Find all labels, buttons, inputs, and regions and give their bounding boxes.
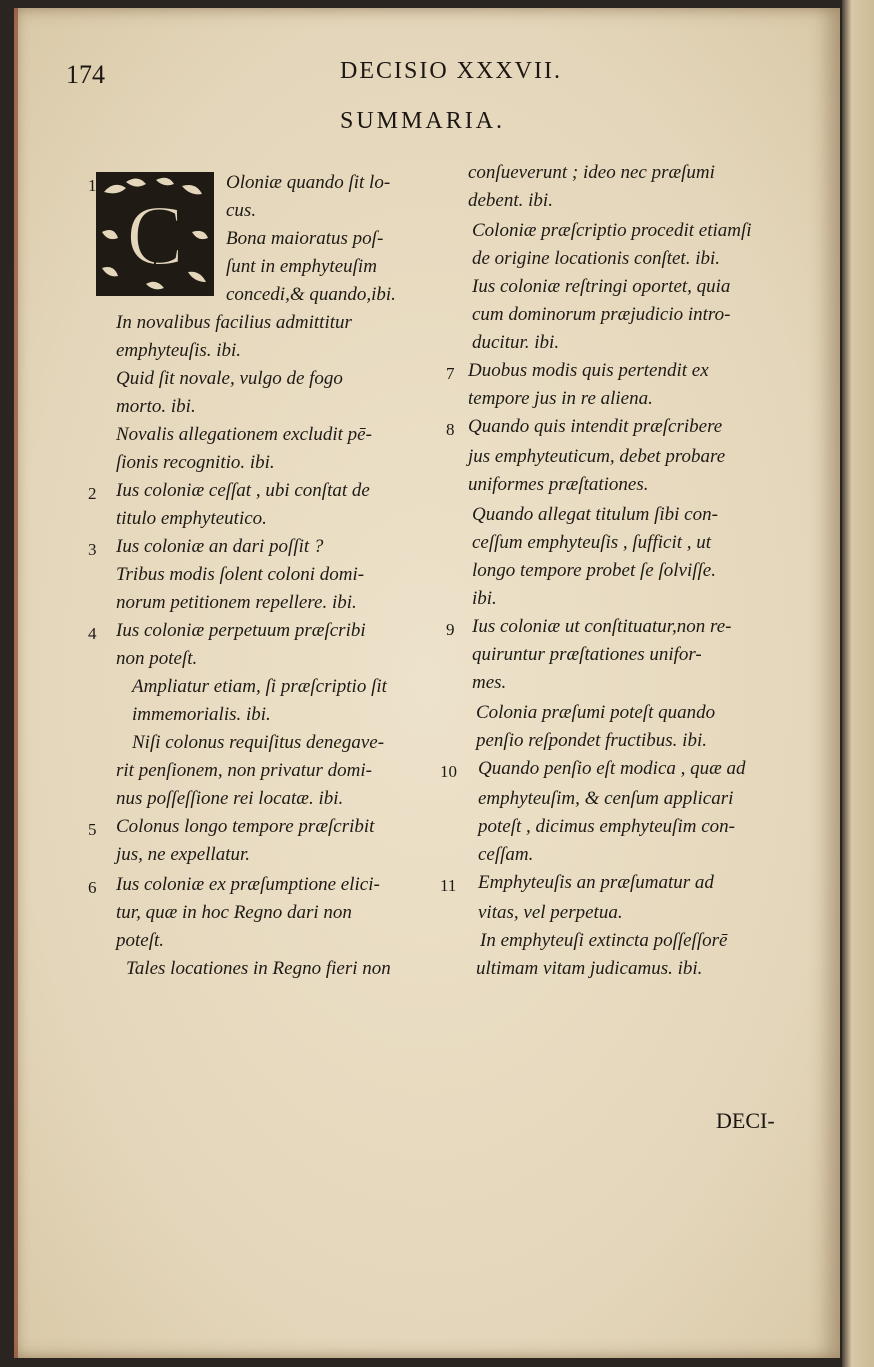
left-summary-line: ſunt in emphyteuſim: [226, 256, 377, 277]
left-summary-line: Tales locationes in Regno fieri non: [126, 958, 391, 979]
left-summary-line: ſionis recognitio. ibi.: [116, 452, 275, 473]
right-summary-line: poteſt , dicimus emphyteuſim con-: [478, 816, 735, 837]
left-summary-entry-number: 2: [88, 484, 97, 503]
right-summary-entry-number: 11: [440, 876, 457, 895]
right-summary-line: conſueverunt ; ideo nec præſumi: [468, 162, 715, 183]
right-summary-line: cum dominorum præjudicio intro-: [472, 304, 731, 325]
right-summary-line: Ius coloniæ ut conſtituatur,non re-: [472, 616, 732, 637]
left-summary-entry-number: 1: [88, 176, 97, 195]
right-summary-line: mes.: [472, 672, 507, 693]
left-summary-line: Niſi colonus requiſitus denegave-: [132, 732, 385, 753]
left-summary-line: Novalis allegationem excludit pē-: [116, 424, 372, 445]
left-summary-line: Quid ſit novale, vulgo de fogo: [116, 368, 343, 389]
left-summary-line: Colonus longo tempore præſcribit: [116, 816, 375, 837]
left-summary-line: nus poſſeſſione rei locatæ. ibi.: [116, 788, 344, 809]
right-summary-line: vitas, vel perpetua.: [478, 902, 623, 923]
page-number: 174: [66, 60, 105, 89]
right-summary-line: Colonia præſumi poteſt quando: [476, 702, 716, 723]
left-summary-line: immemorialis. ibi.: [132, 704, 271, 725]
left-summary-line: Ius coloniæ an dari poſſit ?: [116, 536, 324, 557]
running-head: DECISIO XXXVII.: [340, 58, 562, 84]
right-summary-line: Emphyteuſis an præſumatur ad: [478, 872, 714, 893]
right-summary-line: ceſſam.: [478, 844, 534, 865]
right-summary-line: debent. ibi.: [468, 190, 553, 211]
left-summary-line: Ius coloniæ ex præſumptione elici-: [116, 874, 380, 895]
left-summary-line: norum petitionem repellere. ibi.: [116, 592, 357, 613]
left-summary-line: In novalibus facilius admittitur: [116, 312, 352, 333]
left-summary-entry-number: 6: [88, 878, 97, 897]
left-summary-line: non poteſt.: [116, 648, 198, 669]
left-summary-line: Ampliatur etiam, ſi præſcriptio ſit: [132, 676, 387, 697]
left-summary-entry-number: 3: [88, 540, 97, 559]
right-summary-line: Quando quis intendit præſcribere: [468, 416, 723, 437]
right-summary-line: de origine locationis conſtet. ibi.: [472, 248, 721, 269]
left-summary-entry-number: 5: [88, 820, 97, 839]
right-summary-line: In emphyteuſi extincta poſſeſſorē: [480, 930, 728, 951]
right-summary-entry-number: 10: [440, 762, 457, 781]
right-summary-line: tempore jus in re aliena.: [468, 388, 653, 409]
left-summary-line: cus.: [226, 200, 257, 221]
right-summary-line: Ius coloniæ reſtringi oportet, quia: [472, 276, 731, 297]
right-summary-line: ultimam vitam judicamus. ibi.: [476, 958, 703, 979]
right-summary-line: ibi.: [472, 588, 497, 609]
right-summary-entry-number: 9: [446, 620, 455, 639]
catchword: DECI-: [716, 1108, 775, 1133]
right-summary-line: quiruntur præſtationes unifor-: [472, 644, 702, 665]
right-summary-line: ceſſum emphyteuſis , ſufficit , ut: [472, 532, 712, 553]
right-summary-line: Quando allegat titulum ſibi con-: [472, 504, 718, 525]
right-summary-entry-number: 8: [446, 420, 455, 439]
left-summary-line: titulo emphyteutico.: [116, 508, 267, 529]
left-summary-line: tur, quæ in hoc Regno dari non: [116, 902, 352, 923]
left-summary-entry-number: 4: [88, 624, 97, 643]
left-summary-line: Bona maioratus poſ-: [226, 228, 384, 249]
left-summary-line: rit penſionem, non privatur domi-: [116, 760, 372, 781]
right-summary-line: Duobus modis quis pertendit ex: [468, 360, 709, 381]
right-summary-line: Coloniæ præſcriptio procedit etiamſi: [472, 220, 752, 241]
left-summary-line: concedi,& quando,ibi.: [226, 284, 396, 305]
left-summary-line: Ius coloniæ perpetuum præſcribi: [116, 620, 366, 641]
left-summary-line: Oloniæ quando ſit lo-: [226, 172, 391, 193]
left-summary-line: emphyteuſis. ibi.: [116, 340, 242, 361]
right-summary-line: longo tempore probet ſe ſolviſſe.: [472, 560, 716, 581]
right-summary-line: uniformes præſtationes.: [468, 474, 649, 495]
initial-letter: C: [126, 187, 184, 283]
right-summary-line: Quando penſio eſt modica , quæ ad: [478, 758, 746, 779]
right-summary-line: ducitur. ibi.: [472, 332, 560, 353]
left-summary-line: poteſt.: [116, 930, 165, 951]
left-summary-line: Tribus modis ſolent coloni domi-: [116, 564, 365, 585]
section-title: SUMMARIA.: [340, 108, 506, 134]
right-summary-entry-number: 7: [446, 364, 455, 383]
right-summary-line: penſio reſpondet fructibus. ibi.: [476, 730, 707, 751]
left-summary-line: morto. ibi.: [116, 396, 196, 417]
right-summary-line: jus emphyteuticum, debet probare: [468, 446, 726, 467]
left-summary-line: jus, ne expellatur.: [116, 844, 251, 865]
left-summary-line: Ius coloniæ ceſſat , ubi conſtat de: [116, 480, 370, 501]
right-summary-line: emphyteuſim, & cenſum applicari: [478, 788, 734, 809]
